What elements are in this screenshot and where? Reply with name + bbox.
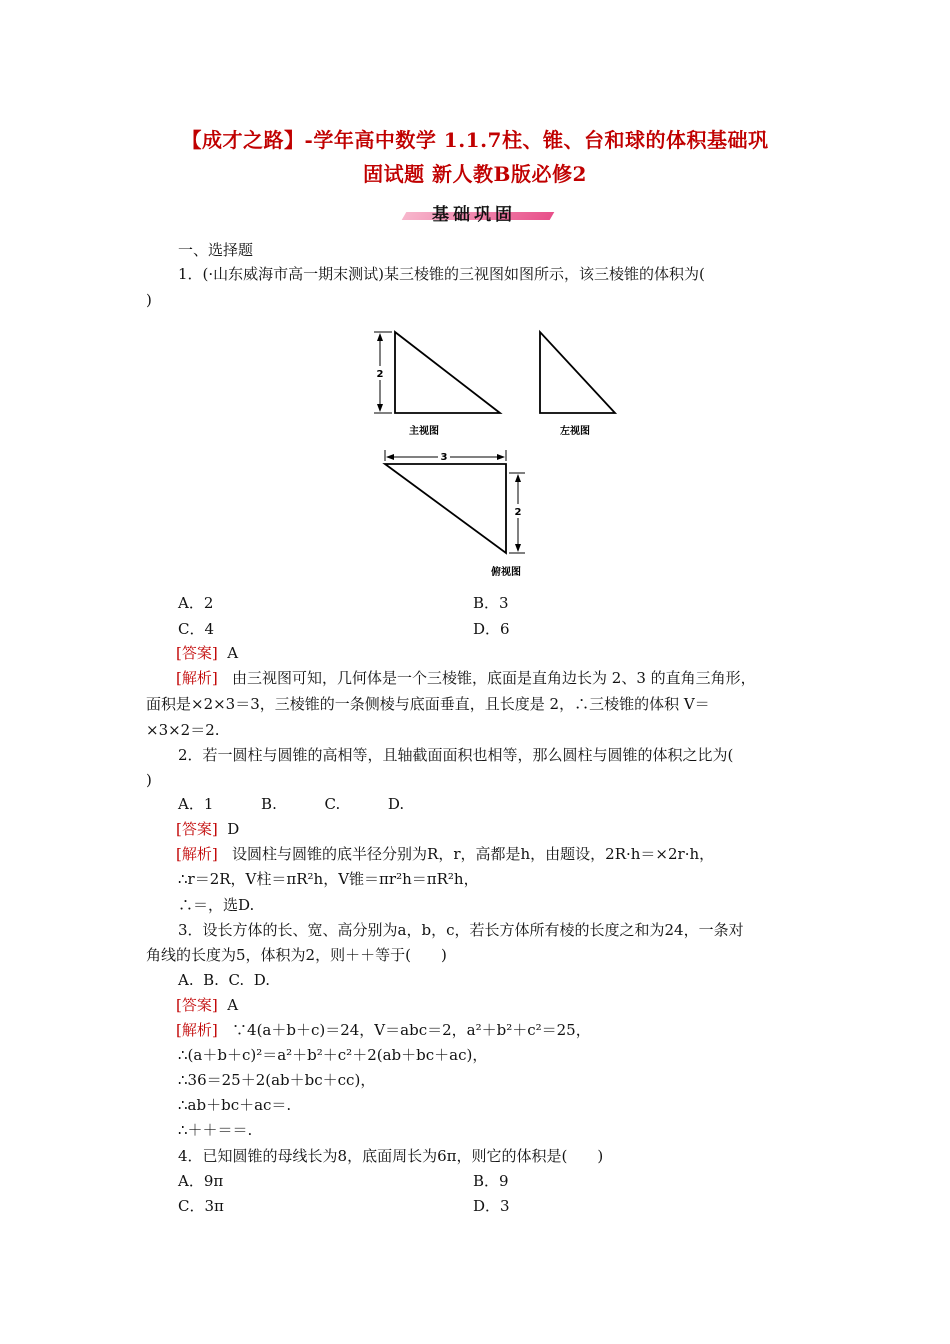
q2-options: A．1 B. C. D. (178, 795, 405, 813)
front-dim-label: 2 (376, 369, 384, 380)
q3-analysis-row (176, 1020, 591, 1040)
analysis-tag: [解析] (176, 1021, 218, 1039)
q1-stem-line-2: ) (146, 291, 152, 309)
q1-answer: A (227, 644, 239, 662)
section-banner (394, 200, 554, 226)
q2-analysis-line-2: ∴r＝2R，V柱＝πR²h，V锥＝πr²h＝πR²h， (178, 870, 479, 888)
q3-analysis-line-4: ∴ab＋bc＋ac＝. (178, 1096, 292, 1114)
q4-option-a: A．9π (178, 1172, 224, 1190)
answer-tag: [答案] (176, 644, 218, 662)
top-dim-arrow-right (497, 454, 505, 460)
left-view-label: 左视图 (560, 426, 590, 437)
top-dim-label: 3 (440, 452, 448, 463)
q3-analysis-line-2: ∴(a＋b＋c)²＝a²＋b²＋c²＋2(ab＋bc＋ac)， (178, 1046, 488, 1064)
analysis-tag: [解析] (176, 845, 218, 863)
page-title-line-2: 固试题 新人教B版必修2 (363, 162, 587, 186)
top-side-dim-arrow-up (515, 474, 521, 482)
three-view-figure (360, 320, 630, 585)
q2-analysis-line-3: ∴＝，选D. (178, 896, 255, 914)
q3-analysis-line-5: ∴＋＋＝＝. (178, 1121, 253, 1139)
top-side-dim-label: 2 (514, 507, 522, 518)
q2-analysis-row (176, 844, 714, 864)
page-title-line-1: 【成才之路】-学年高中数学 1.1.7柱、锥、台和球的体积基础巩 (181, 128, 769, 152)
top-dim-arrow-left (386, 454, 394, 460)
q4-option-c: C．3π (178, 1197, 224, 1215)
q1-option-c: C．4 (178, 620, 215, 638)
q1-analysis-line-1: 由三视图可知，几何体是一个三棱锥，底面是直角边长为 2、3 的直角三角形， (232, 669, 756, 687)
answer-tag: [答案] (176, 996, 218, 1014)
q1-analysis-line-2: 面积是×2×3＝3，三棱锥的一条侧棱与底面垂直，且长度是 2，∴三棱锥的体积 V＝ (146, 695, 710, 713)
front-dim-arrow-down (377, 404, 383, 412)
q2-stem-line-1: 2．若一圆柱与圆锥的高相等，且轴截面面积也相等，那么圆柱与圆锥的体积之比为( (178, 746, 734, 764)
top-side-dim-arrow-down (515, 544, 521, 552)
q2-analysis-line-1: 设圆柱与圆锥的底半径分别为R，r，高都是h，由题设，2R·h＝×2r·h， (232, 845, 715, 863)
q1-analysis-row (176, 668, 756, 688)
q1-analysis-line-3: ×3×2＝2. (146, 721, 220, 739)
q2-answer: D (227, 820, 240, 838)
answer-tag: [答案] (176, 820, 218, 838)
q3-analysis-line-1: ∵4(a＋b＋c)＝24，V＝abc＝2，a²＋b²＋c²＝25， (232, 1021, 591, 1039)
q3-answer: A (227, 996, 239, 1014)
q1-option-d: D．6 (473, 620, 510, 638)
q4-option-b: B．9 (473, 1172, 509, 1190)
top-view-triangle (385, 464, 506, 553)
q2-answer-row (176, 819, 239, 839)
q3-analysis-line-3: ∴36＝25＋2(ab＋bc＋cc)， (178, 1071, 376, 1089)
front-view-label: 主视图 (409, 426, 439, 437)
left-view-triangle (540, 332, 615, 413)
top-view-label: 俯视图 (491, 567, 521, 578)
section-heading: 一、选择题 (178, 241, 254, 259)
q1-stem-line-1: 1．(·山东威海市高一期末测试)某三棱锥的三视图如图所示，该三棱锥的体积为( (178, 265, 705, 283)
q1-answer-row (176, 643, 238, 663)
q3-options: A. B. C. D. (178, 971, 270, 989)
front-dim-arrow-up (377, 333, 383, 341)
analysis-tag: [解析] (176, 669, 218, 687)
banner-label: 基础巩固 (432, 205, 516, 225)
q4-stem: 4．已知圆锥的母线长为8，底面周长为6π，则它的体积是( ) (178, 1147, 604, 1165)
q1-option-a: A．2 (178, 594, 214, 612)
q2-stem-line-2: ) (146, 771, 152, 789)
q3-stem-line-1: 3．设长方体的长、宽、高分别为a，b，c，若长方体所有棱的长度之和为24，一条对 (178, 921, 744, 939)
q3-stem-line-2: 角线的长度为5，体积为2，则＋＋等于( ) (146, 946, 447, 964)
front-view-triangle (395, 332, 500, 413)
q1-option-b: B．3 (473, 594, 509, 612)
q4-option-d: D．3 (473, 1197, 510, 1215)
q3-answer-row (176, 995, 238, 1015)
